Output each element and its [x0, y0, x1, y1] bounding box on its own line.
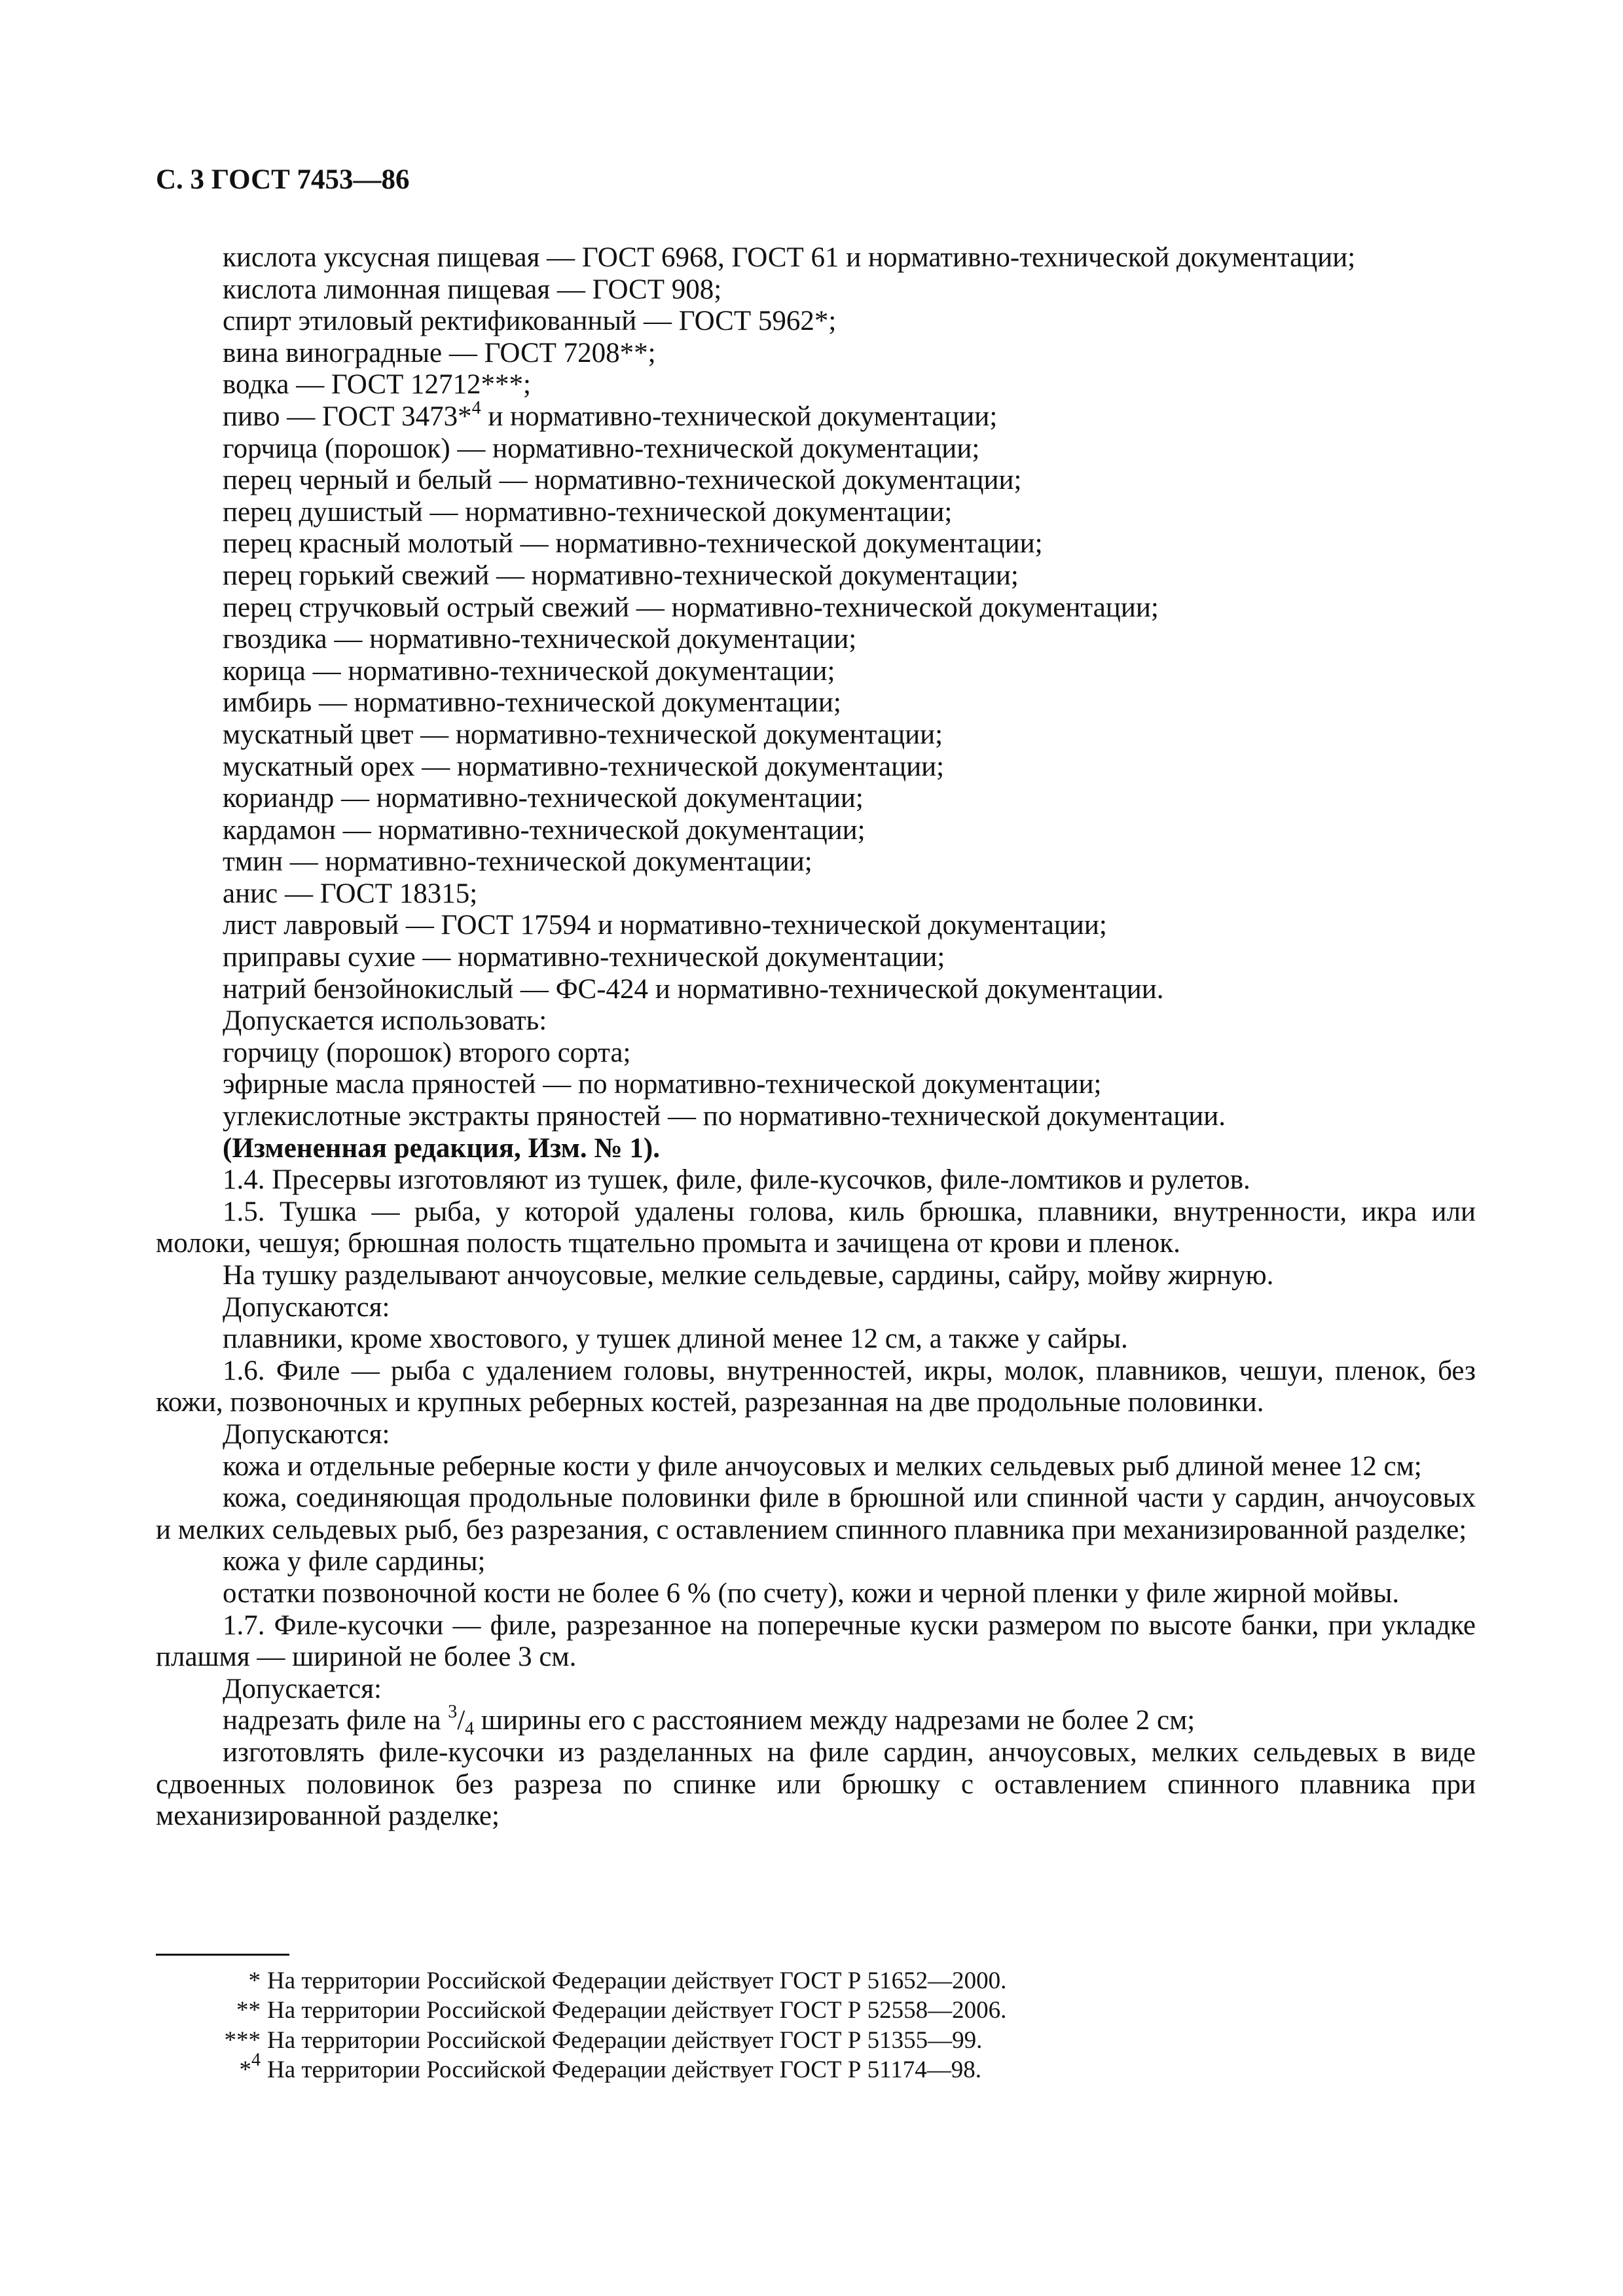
footnote-text: На территории Российской Федерации действует ГОСТ Р 51652—2000. — [267, 1967, 1007, 1994]
ingredient-item: мускатный орех — нормативно-технической документации; — [223, 751, 945, 782]
clause-1-6-item: кожа у филе сардины; — [223, 1546, 486, 1577]
ingredient-list — [156, 242, 1476, 1005]
ingredient-item: лист лавровый — ГОСТ 17594 и нормативно-технической документации; — [223, 910, 1107, 941]
footnote-text: На территории Российской Федерации действует ГОСТ Р 51355—99. — [267, 2026, 983, 2054]
ingredient-item: водка — ГОСТ 12712***; — [223, 369, 531, 401]
clause-1-6-allowed: Допускаются: — [223, 1418, 390, 1450]
page-number: С. 3 — [156, 164, 205, 195]
ingredient-item: перец черный и белый — нормативно-технической документации; — [223, 465, 1022, 496]
ingredient-item: мускатный цвет — нормативно-технической документации; — [223, 719, 943, 750]
ingredient-item: кислота лимонная пищевая — ГОСТ 908; — [223, 274, 722, 305]
footnote-mark: *$^4$ — [239, 2049, 261, 2083]
footnote — [156, 1996, 1006, 2025]
clause-1-7: 1.7. Филе-кусочки — филе, разрезанное на поперечные куски размером по высоте банки, при укладке плашмя — шириной не более 3 см. — [156, 1609, 1476, 1673]
ingredient-item: гвоздика — нормативно-технической документации; — [223, 624, 857, 655]
footnote — [156, 2049, 1006, 2085]
ingredient-item: вина виноградные — ГОСТ 7208**; — [223, 337, 656, 368]
ingredient-item: перец стручковый острый свежий — нормативно-технической документации; — [223, 592, 1159, 623]
item-text: ширины его с расстоянием между надрезами не более 2 см; — [474, 1705, 1195, 1736]
clause-1-5-item: плавники, кроме хвостового, у тушек длиной менее 12 см, а также у сайры. — [223, 1323, 1128, 1355]
ingredient-item: анис — ГОСТ 18315; — [223, 878, 478, 909]
ingredient-text: пиво — ГОСТ 3473* — [223, 401, 472, 432]
ingredient-item: приправы сухие — нормативно-технической документации; — [223, 942, 945, 973]
clause-1-7-item: изготовлять филе-кусочки из разделанных на филе сардин, анчоусовых, мелких сельдевых в виде сдвоенных половинок без разреза по спинке или брюшку с оставлением спинного плавника при механизированной разделке; — [156, 1736, 1476, 1832]
clause-1-5-allowed: Допускаются: — [223, 1291, 390, 1323]
fraction-slash: / — [457, 1705, 465, 1736]
amendment-note: (Измененная редакция, Изм. № 1). — [223, 1132, 660, 1164]
footnote-superscript: 4 — [471, 397, 481, 418]
clause-1-6-item: остатки позвоночной кости не более 6 % (по счету), кожи и черной пленки у филе жирной мойвы. — [223, 1577, 1400, 1609]
ingredient-item: горчица (порошок) — нормативно-технической документации; — [223, 433, 980, 464]
ingredient-item — [156, 397, 1476, 433]
clause-1-7-allowed: Допускается: — [223, 1673, 382, 1704]
ingredient-item: тмин — нормативно-технической документации; — [223, 846, 812, 878]
footnote-mark: *** — [224, 2026, 261, 2054]
document-body — [156, 242, 1476, 1833]
clause-1-6-item: кожа, соединяющая продольные половинки филе в брюшной или спинной части у сардин, анчоусовых и мелких сельдевых рыб, без разрезания, с оставлением спинного плавника при механизированной разделке; — [156, 1482, 1476, 1545]
clause-1-6-item: кожа и отдельные реберные кости у филе анчоусовых и мелких сельдевых рыб длиной менее 12 см; — [223, 1450, 1422, 1482]
footnote-separator — [156, 1954, 289, 1956]
ingredient-item: корица — нормативно-технической документации; — [223, 655, 835, 687]
ingredient-item: кардамон — нормативно-технической документации; — [223, 814, 866, 846]
ingredient-item: имбирь — нормативно-технической документации; — [223, 687, 841, 719]
footnotes — [156, 1966, 1006, 2085]
item-text: надрезать филе на — [223, 1705, 448, 1736]
clause-1-5-species: На тушку разделывают анчоусовые, мелкие сельдевые, сардины, сайру, мойву жирную. — [223, 1260, 1274, 1291]
clause-1-7-item — [156, 1702, 1476, 1740]
ingredient-item: натрий бензойнокислый — ФС-424 и нормативно-технической документации. — [223, 973, 1164, 1005]
ingredient-item: кориандр — нормативно-технической документации; — [223, 783, 864, 814]
footnote-mark: ** — [236, 1997, 261, 2024]
clause-1-5: 1.5. Тушка — рыба, у которой удалены голова, киль брюшка, плавники, внутренности, икра или молоки, чешуя; брюшная полость тщательно промыта и зачищена от крови и пленок. — [156, 1196, 1476, 1259]
fraction-denominator: 4 — [465, 1719, 475, 1740]
footnote-text: На территории Российской Федерации действует ГОСТ Р 52558—2006. — [267, 1997, 1007, 2024]
allowed-item: эфирные масла пряностей — по нормативно-технической документации; — [223, 1069, 1102, 1100]
standard-designation: ГОСТ 7453—86 — [211, 164, 410, 195]
footnote — [156, 1966, 1006, 1996]
allowed-item: горчицу (порошок) второго сорта; — [223, 1037, 631, 1068]
fraction-numerator: 3 — [448, 1702, 458, 1723]
ingredient-item: спирт этиловый ректификованный — ГОСТ 5962*; — [223, 306, 837, 337]
allowed-intro: Допускается использовать: — [223, 1005, 547, 1037]
ingredient-item: перец горький свежий — нормативно-технической документации; — [223, 560, 1019, 591]
clause-1-6: 1.6. Филе — рыба с удалением головы, внутренностей, икры, молок, плавников, чешуи, пленок, без кожи, позвоночных и крупных реберных костей, разрезанная на две продольные половинки. — [156, 1355, 1476, 1418]
ingredient-item: кислота уксусная пищевая — ГОСТ 6968, ГОСТ 61 и нормативно-технической документации; — [223, 242, 1356, 273]
clause-1-4: 1.4. Пресервы изготовляют из тушек, филе, филе-кусочков, филе-ломтиков и рулетов. — [223, 1164, 1250, 1196]
page-header — [156, 164, 410, 196]
footnote — [156, 2026, 1006, 2055]
footnote-text: На территории Российской Федерации действует ГОСТ Р 51174—98. — [267, 2056, 981, 2083]
ingredient-text: и нормативно-технической документации; — [481, 401, 998, 432]
footnote-mark: * — [248, 1967, 261, 1994]
ingredient-item: перец душистый — нормативно-технической документации; — [223, 496, 953, 528]
ingredient-item: перец красный молотый — нормативно-технической документации; — [223, 528, 1043, 560]
allowed-item: углекислотные экстракты пряностей — по нормативно-технической документации. — [223, 1101, 1226, 1132]
